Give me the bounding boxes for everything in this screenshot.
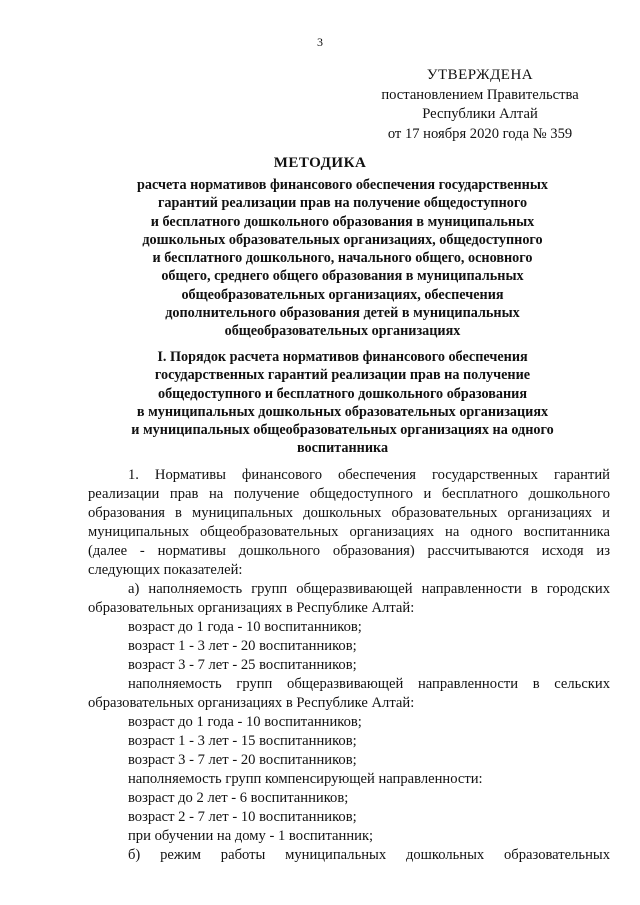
page-number: 3 <box>317 35 323 49</box>
section-heading-line: воспитанника <box>296 440 389 457</box>
compensating-title: наполняемость групп компенсирующей направленности: <box>128 771 483 787</box>
subtitle-line: и бесплатного дошкольного образования в муниципальных <box>150 213 535 230</box>
subtitle-line: дополнительного образования детей в муниципальных <box>165 305 520 322</box>
paragraph-line: 1. Нормативы финансового обеспечения государственных гарантий <box>128 467 610 483</box>
section-heading-line: государственных гарантий реализации прав на получение <box>154 367 531 384</box>
document-subtitle <box>100 176 585 341</box>
subtitle-line: общеобразовательных организациях <box>224 323 461 340</box>
subtitle-line: общеобразовательных организациях, обеспечения <box>181 286 504 303</box>
rural-age-item: возраст 3 - 7 лет - 20 воспитанников; <box>128 752 357 768</box>
compensating-age-item: при обучении на дому - 1 воспитанник; <box>128 828 374 844</box>
approval-block <box>370 66 590 144</box>
compensating-age-item: возраст до 2 лет - 6 воспитанников; <box>128 790 349 806</box>
document-title: МЕТОДИКА <box>273 155 367 171</box>
paragraph-line: образования в муниципальных дошкольных образовательных организациях и <box>88 505 610 521</box>
item-a-line: образовательных организациях в Республике Алтай: <box>88 600 415 616</box>
rural-line: образовательных организациях в Республике Алтай: <box>88 695 415 711</box>
compensating-age-item: возраст 2 - 7 лет - 10 воспитанников; <box>128 809 357 825</box>
paragraph-line: муниципальных общеобразовательных организациях на одного воспитанника <box>88 524 610 540</box>
section-heading-line: I. Порядок расчета нормативов финансового обеспечения <box>157 349 528 365</box>
body-text <box>88 466 610 865</box>
subtitle-line: общего, среднего общего образования в муниципальных <box>161 268 524 285</box>
paragraph-line: (далее - нормативы дошкольного образования) рассчитываются исходя из <box>88 543 610 559</box>
approval-line: постановлением Правительства <box>381 86 579 103</box>
subtitle-line: дошкольных образовательных организациях, общедоступного <box>142 231 543 248</box>
urban-age-item: возраст 3 - 7 лет - 25 воспитанников; <box>128 657 357 673</box>
approval-line: Республики Алтай <box>422 106 538 122</box>
paragraph-line: реализации прав на получение общедоступного и бесплатного дошкольного <box>88 486 610 502</box>
rural-age-item: возраст до 1 года - 10 воспитанников; <box>128 714 362 730</box>
section-heading-line: общедоступного и бесплатного дошкольного образования <box>157 385 528 402</box>
section-heading-line: в муниципальных дошкольных образовательных организациях <box>136 403 549 420</box>
urban-age-item: возраст до 1 года - 10 воспитанников; <box>128 619 362 635</box>
subtitle-line: расчета нормативов финансового обеспечения государственных <box>137 177 548 193</box>
rural-age-item: возраст 1 - 3 лет - 15 воспитанников; <box>128 733 357 749</box>
section-heading-line: и муниципальных общеобразовательных организациях на одного <box>131 422 554 439</box>
section-heading <box>100 348 585 458</box>
item-b-line: б) режим работы муниципальных дошкольных образовательных <box>128 847 610 863</box>
subtitle-line: гарантий реализации прав на получение общедоступного <box>157 195 528 212</box>
item-a-line: а) наполняемость групп общеразвивающей направленности в городских <box>128 581 610 597</box>
subtitle-line: и бесплатного дошкольного, начального общего, основного <box>152 250 533 267</box>
rural-line: наполняемость групп общеразвивающей направленности в сельских <box>128 676 610 692</box>
urban-age-item: возраст 1 - 3 лет - 20 воспитанников; <box>128 638 357 654</box>
approval-stamp: УТВЕРЖДЕНА <box>426 67 534 83</box>
approval-line: от 17 ноября 2020 года № 359 <box>387 125 573 142</box>
paragraph-line: следующих показателей: <box>88 562 243 578</box>
